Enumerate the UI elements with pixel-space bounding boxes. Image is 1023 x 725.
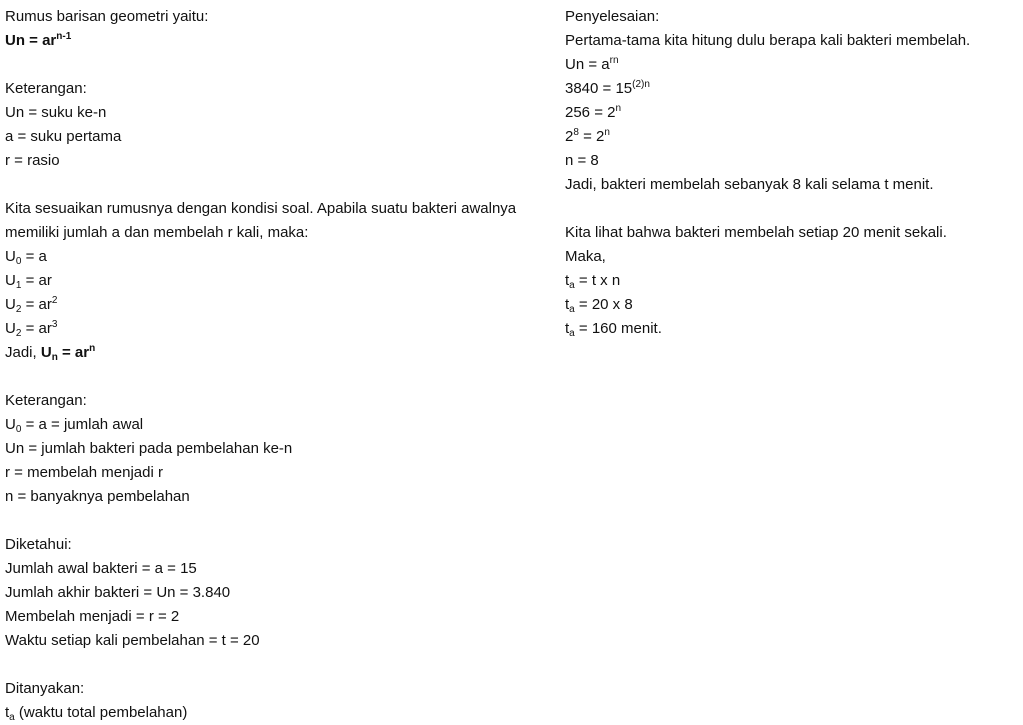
asked-item: $t_a$ (waktu total pembelahan)	[5, 704, 188, 723]
left-column	[5, 5, 525, 725]
explanation-paragraph: Kita sesuaikan rumusnya dengan kondisi soal. Apabila suatu bakteri awalnya memiliki jumlah a dan membelah r kali, maka:	[5, 200, 517, 241]
solution-step: $2^8 = 2^n$	[565, 127, 610, 145]
known-item: Jumlah akhir bakteri = Un = 3.840	[5, 584, 231, 601]
keterangan-item: Un = jumlah bakteri pada pembelahan ke-n	[5, 440, 293, 457]
ditanyakan-heading: Ditanyakan:	[5, 680, 85, 697]
maka-text: Maka,	[565, 248, 606, 265]
geometric-formula: $Un = ar^{n-1}$	[5, 31, 72, 49]
solution-step: $Un = a^{rn}$	[565, 55, 619, 73]
sequence-term: $U_0 = a$	[5, 248, 47, 267]
solution-step: $3840 = 15^{(2)n}$	[565, 79, 650, 97]
calc-step: $t_a = 160$ menit.	[565, 320, 662, 339]
solution-step: $256 = 2^n$	[565, 103, 622, 121]
solution-result: n = 8	[565, 152, 599, 169]
general-formula: Jadi, $U_n = ar^n$	[5, 343, 96, 363]
calc-step: $t_a = t$ x n	[565, 272, 621, 291]
solution-conclusion: Jadi, bakteri membelah sebanyak 8 kali selama t menit.	[565, 176, 934, 193]
solution-heading: Penyelesaian:	[565, 8, 660, 25]
keterangan-item: a = suku pertama	[5, 128, 122, 145]
known-item: Jumlah awal bakteri = a = 15	[5, 560, 197, 577]
calc-step: $t_a = 20$ x 8	[565, 296, 633, 315]
keterangan-item: n = banyaknya pembelahan	[5, 488, 190, 505]
keterangan-heading: Keterangan:	[5, 392, 87, 409]
sequence-term: $U_2 = ar^3$	[5, 319, 58, 339]
solution-intro: Pertama-tama kita hitung dulu berapa kali bakteri membelah.	[565, 32, 971, 49]
keterangan-item: r = rasio	[5, 152, 60, 169]
known-item: Waktu setiap kali pembelahan = t = 20	[5, 632, 260, 649]
formula-intro: Rumus barisan geometri yaitu:	[5, 8, 209, 25]
observation-text: Kita lihat bahwa bakteri membelah setiap 20 menit sekali.	[565, 224, 947, 241]
keterangan-heading: Keterangan:	[5, 80, 87, 97]
keterangan-item: Un = suku ke-n	[5, 104, 107, 121]
known-item: Membelah menjadi = r = 2	[5, 608, 180, 625]
keterangan-item: r = membelah menjadi r	[5, 464, 163, 481]
diketahui-heading: Diketahui:	[5, 536, 72, 553]
right-column	[565, 5, 1020, 341]
sequence-term: $U_2 = ar^2$	[5, 295, 58, 315]
keterangan-item: $U_0 = a$ = jumlah awal	[5, 416, 144, 435]
sequence-term: $U_1$ = ar	[5, 272, 52, 291]
